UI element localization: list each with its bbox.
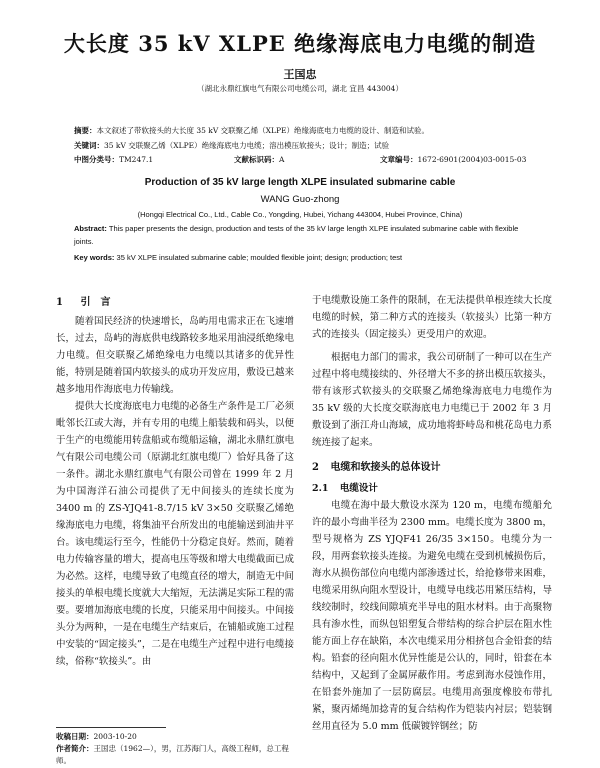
english-abstract [74, 222, 534, 248]
english-abstract-text: This paper presents the design, production and tests of the 35 kV large length XLPE insulated submarine cable with flexible joints. [74, 224, 519, 246]
section-2-1-number: 2.1 [312, 483, 329, 494]
abstract-cn [74, 125, 544, 137]
paragraph: 电缆在海中最大敷设水深为 120 m，电缆布缆船允许的最小弯曲半径为 2300 mm。电缆长度为 3800 m，型号规格为 ZS YJQF41 26/35 3×150。电缆分为一段，用两套软接头连接。为避免电缆在受到机械损伤后，海水从损伤部位向电缆内部渗透过长，给抢修带来困难，电缆采用纵向阻水型设计，电缆导电线芯用紧压结构，导线绞制时，绞线间隙填充半导电的阻水材料。由于高聚物具有渗水性，而纵包铝塑复合带结构的综合护层在阻水性能方面上存在缺陷，本次电缆采用分相挤包合金铅套的结构。铅套的径向阻水优异性能是公认的，同时，铅套在本结构中，又起到了金属屏蔽作用。考虑到海水侵蚀作用，在铅套外施加了一层防腐层。电缆用高强度橡胶布带扎紧，聚丙烯绳加捻青的复合结构作为铠装内衬层；铠装钢丝用直径为 5.0 mm 低碳镀锌钢丝；防 [312, 500, 552, 732]
english-abstract-label: Abstract: [74, 224, 107, 233]
author-affiliation: （湖北永鼎红旗电气有限公司电缆公司，湖北 宜昌 443004） [197, 84, 403, 93]
abstract-cn-label: 摘要： [74, 126, 97, 135]
english-keywords-label: Key words: [74, 253, 115, 262]
classification-row [74, 154, 554, 166]
english-affiliation: (Hongqi Electrical Co., Ltd., Cable Co., Yongding, Hubei, Yichang 443004, Hubei Province, China) [137, 210, 463, 219]
section-1-number: 1 [56, 297, 63, 308]
english-keywords-text: 35 kV XLPE insulated submarine cable; moulded flexible joint; design; production; test [116, 253, 403, 262]
received-date: 收稿日期：2003-10-20 [56, 732, 137, 741]
section-2-1-heading [312, 480, 552, 497]
english-author: WANG Guo-zhong [260, 194, 340, 205]
english-keywords [74, 252, 544, 264]
paragraph: 提供大长度海底电力电缆的必备生产条件是工厂必须毗邻长江或大海，并有专用的电缆上船装载和码头，以便于生产的电缆能用转盘船或布缆船运输，湖北永鼎红旗电气有限公司电缆公司（原湖北红旗电缆厂）恰好具备了这一条件。湖北永鼎红旗电气有限公司曾在 1999 年 2 月为中国海洋石油公司提供了无中间接头的连续长度为 3400 m 的 ZS-YJQ41-8.7/15 kV 3×50 交联聚乙烯绝缘海底电力电缆，将集油平台所发出的电能输送到油井平台。该电缆运行至今，性能仍十分稳定良好。然而，随着电力传输容量的增大，提高电压等级和增大电缆截面已成为必然。这样，电缆导致了电缆直径的增大，制造无中间接头的单根电缆长度就大大缩短，无法满足实际工程的需要。要增加海底电缆的长度，只能采用中间接头。中间接头分为两种，一是在电缆生产结束后，在铺船或施工过程中安装的“固定接头”，二是在电缆生产过程中进行电缆接续，俗称“软接头”。由 [56, 401, 294, 667]
section-2-title: 电缆和软接头的总体设计 [330, 462, 441, 473]
abstract-cn-text: 本文叙述了带软接头的大长度 35 kV 交联聚乙烯（XLPE）绝缘海底电力电缆的设计、制造和试验。 [96, 126, 429, 135]
doc-code: 文献标识码：A [234, 155, 285, 164]
left-column [56, 313, 294, 670]
keywords-cn-label: 关键词： [74, 141, 104, 150]
section-2-number: 2 [312, 462, 319, 473]
author-bio: 作者简介：王国忠（1962—），男，江苏海门人，高级工程师，总工程师。 [56, 744, 289, 765]
section-2-heading [312, 459, 552, 476]
paper-title: 大长度 35 kV XLPE 绝缘海底电力电缆的制造 [63, 31, 537, 56]
section-2-1-title: 电缆设计 [339, 483, 378, 494]
footnote [56, 731, 296, 767]
keywords-cn [74, 140, 544, 152]
footnote-rule [56, 727, 166, 728]
right-column [312, 292, 552, 735]
paragraph: 根据电力部门的需求，我公司研制了一种可以在生产过程中将电缆接续的、外径增大不多的挤出模压软接头，带有该形式软接头的交联聚乙烯绝缘海底电力电缆作为 35 kV 级的大长度交联海底电力电缆已于 2002 年 3 月敷设到了浙江舟山海域，成功地将虾峙岛和桃花岛电力系统连接了起来。 [312, 352, 552, 448]
section-1-title: 引 言 [80, 297, 111, 308]
clc-number: 中图分类号：TM247.1 [74, 155, 154, 164]
section-1-heading [56, 293, 110, 308]
english-title: Production of 35 kV large length XLPE insulated submarine cable [144, 177, 456, 188]
keywords-cn-text: 35 kV 交联聚乙烯（XLPE）绝缘海底电力电缆；溶出模压软接头；设计；制造；试验 [104, 141, 390, 150]
paragraph: 于电缆敷设施工条件的限制，在无法提供单根连续大长度电缆的时候，第二种方式的连接头（软接头）比第一种方式的连接头（固定接头）更受用户的欢迎。 [312, 295, 552, 340]
author-name: 王国忠 [283, 68, 317, 81]
paragraph: 随着国民经济的快速增长，岛屿用电需求正在飞速增长，过去，岛屿的海底供电线路较多地采用油浸纸绝缘电力电缆。但交联聚乙烯绝缘电力电缆以其诸多的优异性能，特别是随着国内软接头的成功开发应用，敷设已越来越多地用作海底电力传输线。 [56, 316, 294, 395]
article-id: 文章编号：1672-6901(2004)03-0015-03 [380, 155, 527, 164]
